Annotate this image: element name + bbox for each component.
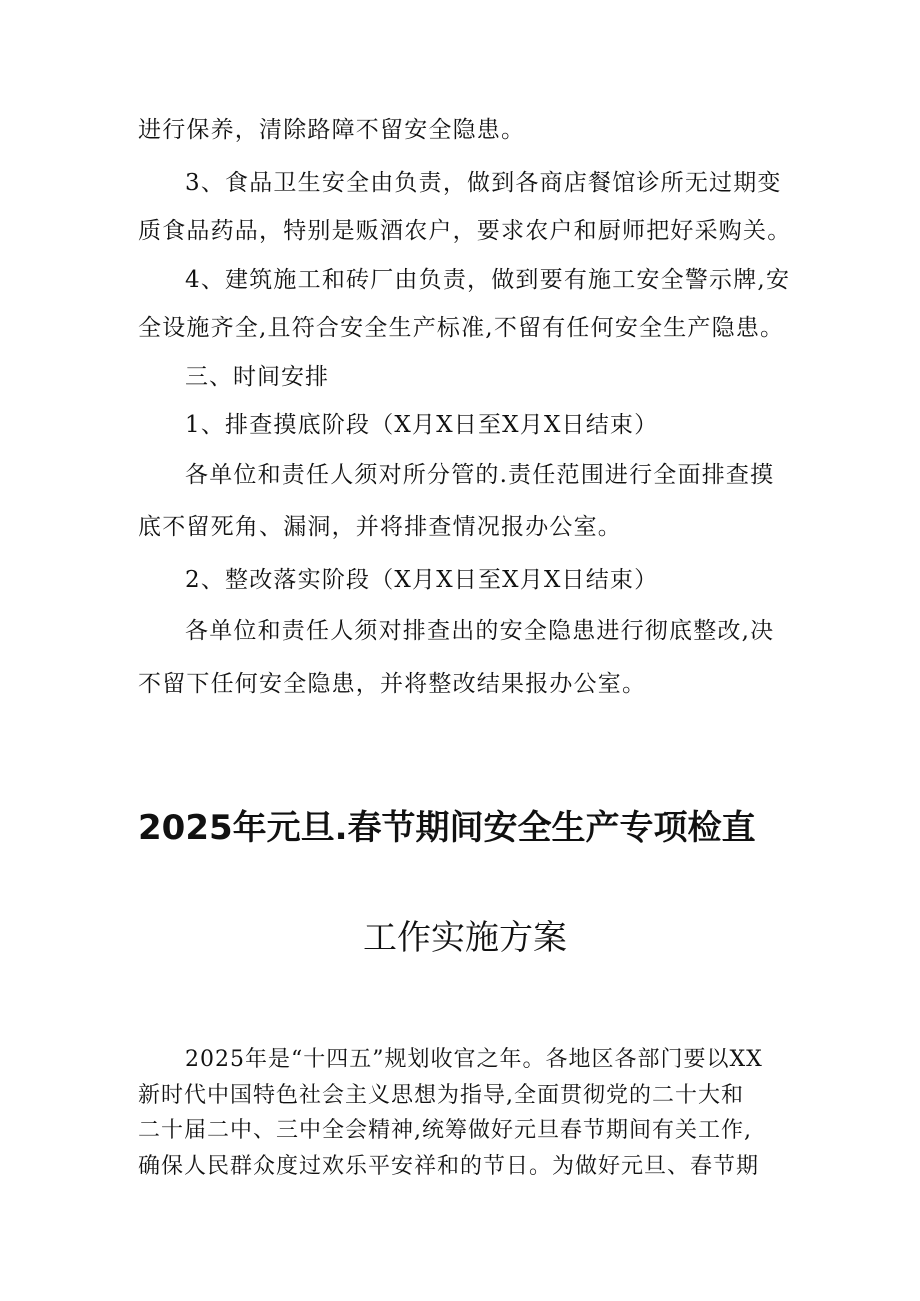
paragraph-line: 底不留死角、漏洞，并将排查情况报办公室。	[138, 514, 622, 540]
stage-title: 1、排查摸底阶段（X月X日至X月X日结束）	[185, 412, 659, 438]
section-heading: 三、时间安排	[185, 364, 329, 390]
paragraph-line: 全设施齐全,且符合安全生产标准,不留有任何安全生产隐患。	[138, 315, 785, 341]
stage-title: 2、整改落实阶段（X月X日至X月X日结束）	[185, 567, 659, 593]
paragraph-line: 不留下任何安全隐患，并将整改结果报办公室。	[138, 671, 647, 697]
paragraph-line: 进行保养，清除路障不留安全隐患。	[138, 117, 526, 143]
intro-line: 二十届二中、三中全会精神,统筹做好元旦春节期间有关工作,	[138, 1118, 752, 1143]
paragraph-line: 4、建筑施工和砖厂由负责，做到要有施工安全警示牌,安	[185, 267, 791, 293]
document-title-line1: 2025年元旦.春节期间安全生产专项检直	[138, 808, 756, 848]
document-title-line2: 工作实施方案	[363, 918, 567, 958]
paragraph-line: 3、食品卫生安全由负责，做到各商店餐馆诊所无过期变	[185, 170, 782, 196]
paragraph-line: 质食品药品，特别是贩酒农户，要求农户和厨师把好采购关。	[138, 218, 792, 244]
paragraph-line: 各单位和责任人须对所分管的.责任范围进行全面排查摸	[185, 462, 775, 488]
paragraph-line: 各单位和责任人须对排查出的安全隐患进行彻底整改,决	[185, 618, 775, 644]
intro-line: 新时代中国特色社会主义思想为指导,全面贯彻党的二十大和	[138, 1083, 744, 1108]
intro-line: 2025年是“十四五”规划收官之年。各地区各部门要以XX	[185, 1047, 763, 1072]
intro-line: 确保人民群众度过欢乐平安祥和的节日。为做好元旦、春节期	[138, 1154, 760, 1179]
